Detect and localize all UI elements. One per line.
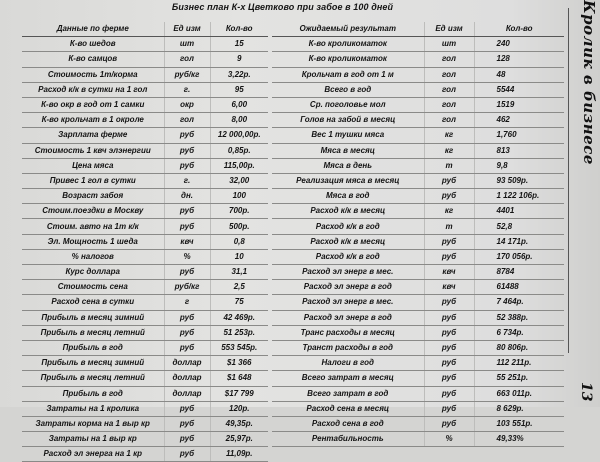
farm-data-cell-label: К-во самцов <box>22 52 164 67</box>
result-cell-unit: руб <box>424 386 474 401</box>
farm-data-cell-label: Привес 1 гол в сутки <box>22 173 164 188</box>
farm-data-row <box>22 113 268 128</box>
result-cell-unit: руб <box>424 310 474 325</box>
farm-data-cell-unit: дн. <box>164 189 210 204</box>
farm-data-cell-unit: руб <box>164 432 210 447</box>
farm-data-cell-unit: руб <box>164 401 210 416</box>
farm-data-row <box>22 401 268 416</box>
farm-data-row <box>22 37 268 52</box>
result-cell-label: Мяса в год <box>272 189 424 204</box>
farm-data-cell-value: 8,00 <box>210 113 268 128</box>
farm-data-cell-unit: руб <box>164 340 210 355</box>
result-cell-unit: руб <box>424 371 474 386</box>
farm-data-cell-label: Затраты на 1 кролика <box>22 401 164 416</box>
farm-data-cell-unit: квч <box>164 234 210 249</box>
farm-data-cell-label: К-во шедов <box>22 37 164 52</box>
farm-data-cell-label: Возраст забоя <box>22 189 164 204</box>
farm-data-cell-label: Стоим.поездки в Москву <box>22 204 164 219</box>
result-cell-label: К-во кроликоматок <box>272 52 424 67</box>
farm-data-cell-value: 9 <box>210 52 268 67</box>
farm-data-row <box>22 340 268 355</box>
result-row <box>272 67 564 82</box>
result-cell-label: К-во кроликоматок <box>272 37 424 52</box>
result-cell-value: 8784 <box>474 265 564 280</box>
farm-data-cell-unit: руб <box>164 325 210 340</box>
result-cell-unit: гол <box>424 97 474 112</box>
result-cell-value: 4401 <box>474 204 564 219</box>
result-row <box>272 52 564 67</box>
farm-data-cell-value: 42 469р. <box>210 310 268 325</box>
farm-data-cell-label: Зарплата ферме <box>22 128 164 143</box>
farm-data-row <box>22 265 268 280</box>
result-cell-unit: % <box>424 432 474 447</box>
result-cell-label: Расход сена в год <box>272 416 424 431</box>
result-row <box>272 310 564 325</box>
farm-data-header-value: Кол-во <box>210 22 268 37</box>
result-cell-label: Расход эл энерг в год <box>272 280 424 295</box>
farm-data-cell-label: Курс доллара <box>22 265 164 280</box>
result-cell-value: 128 <box>474 52 564 67</box>
farm-data-header-unit: Ед изм <box>164 22 210 37</box>
farm-data-cell-label: Затраты корма на 1 выр кр <box>22 416 164 431</box>
result-cell-label: Расход эл энерг в мес. <box>272 295 424 310</box>
farm-data-cell-label: Прибыль в месяц летний <box>22 371 164 386</box>
farm-data-cell-unit: руб <box>164 128 210 143</box>
farm-data-cell-value: 700р. <box>210 204 268 219</box>
result-cell-label: Всего затрат в год <box>272 386 424 401</box>
farm-data-row <box>22 447 268 462</box>
farm-data-table <box>22 22 268 462</box>
farm-data-cell-label: Стоимость 1 квч элэнергии <box>22 143 164 158</box>
result-cell-unit: кг <box>424 204 474 219</box>
result-row <box>272 143 564 158</box>
result-cell-value: 1 122 106р. <box>474 189 564 204</box>
result-header-row <box>272 22 564 37</box>
farm-data-cell-value: 11,09р. <box>210 447 268 462</box>
farm-data-row <box>22 52 268 67</box>
result-cell-value: 7 464р. <box>474 295 564 310</box>
farm-data-row <box>22 234 268 249</box>
farm-data-cell-value: 10 <box>210 249 268 264</box>
farm-data-cell-unit: руб <box>164 219 210 234</box>
farm-data-cell-value: 51 253р. <box>210 325 268 340</box>
farm-data-cell-unit: доллар <box>164 371 210 386</box>
farm-data-cell-unit: доллар <box>164 356 210 371</box>
result-row <box>272 325 564 340</box>
farm-data-cell-label: Расход сена в сутки <box>22 295 164 310</box>
farm-data-cell-label: Прибыль в месяц летний <box>22 325 164 340</box>
result-cell-value: 813 <box>474 143 564 158</box>
result-cell-value: 170 056р. <box>474 249 564 264</box>
result-cell-unit: кг <box>424 143 474 158</box>
farm-data-row <box>22 97 268 112</box>
farm-data-cell-label: Прибыль в год <box>22 340 164 355</box>
result-cell-unit: квч <box>424 280 474 295</box>
result-cell-unit: руб <box>424 401 474 416</box>
result-row <box>272 416 564 431</box>
farm-data-cell-unit: руб <box>164 204 210 219</box>
farm-data-cell-value: 120р. <box>210 401 268 416</box>
farm-data-cell-value: 75 <box>210 295 268 310</box>
result-cell-unit: гол <box>424 82 474 97</box>
result-cell-unit: руб <box>424 356 474 371</box>
farm-data-cell-value: 95 <box>210 82 268 97</box>
farm-data-cell-value: 500р. <box>210 219 268 234</box>
result-row <box>272 280 564 295</box>
farm-data-row <box>22 295 268 310</box>
result-header-value: Кол-во <box>474 22 564 37</box>
result-cell-unit: гол <box>424 67 474 82</box>
farm-data-cell-value: $1 366 <box>210 356 268 371</box>
farm-data-row <box>22 204 268 219</box>
result-cell-value: 80 806р. <box>474 340 564 355</box>
result-cell-label: Расход к/к в год <box>272 249 424 264</box>
farm-data-row <box>22 310 268 325</box>
result-cell-unit: квч <box>424 265 474 280</box>
farm-data-cell-unit: окр <box>164 97 210 112</box>
result-row <box>272 113 564 128</box>
farm-data-cell-unit: руб <box>164 143 210 158</box>
farm-data-cell-value: $17 799 <box>210 386 268 401</box>
result-cell-value: 240 <box>474 37 564 52</box>
result-cell-label: Расход к/к в месяц <box>272 234 424 249</box>
result-row <box>272 356 564 371</box>
farm-data-row <box>22 386 268 401</box>
farm-data-cell-label: К-во окр в год от 1 самки <box>22 97 164 112</box>
result-row <box>272 265 564 280</box>
margin-rule <box>568 8 569 353</box>
result-cell-unit: руб <box>424 173 474 188</box>
farm-data-cell-unit: г. <box>164 173 210 188</box>
farm-data-header-label: Данные по ферме <box>22 22 164 37</box>
farm-data-cell-label: Стоимость сена <box>22 280 164 295</box>
result-cell-unit: т <box>424 219 474 234</box>
result-row <box>272 204 564 219</box>
farm-data-row <box>22 432 268 447</box>
result-row <box>272 173 564 188</box>
farm-data-row <box>22 416 268 431</box>
farm-data-row <box>22 371 268 386</box>
result-cell-label: Мяса в день <box>272 158 424 173</box>
result-cell-unit: кг <box>424 128 474 143</box>
result-cell-unit: руб <box>424 234 474 249</box>
farm-data-cell-unit: гол <box>164 113 210 128</box>
farm-data-cell-label: % налогов <box>22 249 164 264</box>
result-cell-unit: руб <box>424 416 474 431</box>
farm-data-cell-value: 553 545р. <box>210 340 268 355</box>
farm-data-row <box>22 143 268 158</box>
result-cell-label: Крольчат в год от 1 м <box>272 67 424 82</box>
result-cell-label: Всего в год <box>272 82 424 97</box>
result-cell-label: Голов на забой в месяц <box>272 113 424 128</box>
result-cell-value: 5544 <box>474 82 564 97</box>
farm-data-cell-unit: руб/кг <box>164 280 210 295</box>
result-row <box>272 340 564 355</box>
result-cell-value: 61488 <box>474 280 564 295</box>
result-cell-label: Транст расходы в год <box>272 340 424 355</box>
farm-data-cell-value: 6,00 <box>210 97 268 112</box>
farm-data-row <box>22 82 268 97</box>
result-cell-value: 103 551р. <box>474 416 564 431</box>
farm-data-row <box>22 325 268 340</box>
farm-data-cell-label: Затраты на 1 выр кр <box>22 432 164 447</box>
result-header-label: Ожидаемый результат <box>272 22 424 37</box>
farm-data-cell-unit: г. <box>164 82 210 97</box>
result-row <box>272 249 564 264</box>
result-cell-unit: гол <box>424 52 474 67</box>
farm-data-header-row <box>22 22 268 37</box>
farm-data-cell-unit: руб <box>164 158 210 173</box>
result-row <box>272 37 564 52</box>
result-cell-label: Всего затрат в месяц <box>272 371 424 386</box>
farm-data-cell-unit: руб <box>164 265 210 280</box>
farm-data-cell-label: Прибыль в месяц зимний <box>22 356 164 371</box>
result-cell-unit: шт <box>424 37 474 52</box>
result-cell-label: Расход к/к в год <box>272 219 424 234</box>
result-cell-value: 8 629р. <box>474 401 564 416</box>
result-cell-value: 93 509р. <box>474 173 564 188</box>
farm-data-cell-label: Прибыль в месяц зимний <box>22 310 164 325</box>
farm-data-cell-value: 32,00 <box>210 173 268 188</box>
farm-data-row <box>22 280 268 295</box>
farm-data-cell-value: 115,00р. <box>210 158 268 173</box>
farm-data-cell-label: К-во крольчат в 1 окроле <box>22 113 164 128</box>
result-cell-label: Вес 1 тушки мяса <box>272 128 424 143</box>
farm-data-cell-unit: г <box>164 295 210 310</box>
farm-data-row <box>22 249 268 264</box>
result-row <box>272 386 564 401</box>
result-cell-label: Реализация мяса в месяц <box>272 173 424 188</box>
result-row <box>272 219 564 234</box>
farm-data-cell-label: Расход эл энерга на 1 кр <box>22 447 164 462</box>
result-cell-unit: руб <box>424 295 474 310</box>
expected-results-table <box>272 22 564 447</box>
result-cell-label: Налоги в год <box>272 356 424 371</box>
result-cell-label: Расход сена в месяц <box>272 401 424 416</box>
result-cell-value: 52,8 <box>474 219 564 234</box>
farm-data-cell-label: Эл. Мощность 1 шеда <box>22 234 164 249</box>
farm-data-cell-unit: % <box>164 249 210 264</box>
farm-data-cell-value: 100 <box>210 189 268 204</box>
result-cell-label: Ср. поголовье мол <box>272 97 424 112</box>
farm-data-cell-value: 49,35р. <box>210 416 268 431</box>
result-cell-label: Транс расходы в месяц <box>272 325 424 340</box>
farm-data-row <box>22 67 268 82</box>
farm-data-cell-value: 12 000,00р. <box>210 128 268 143</box>
farm-data-cell-unit: руб <box>164 416 210 431</box>
farm-data-cell-label: Цена мяса <box>22 158 164 173</box>
farm-data-cell-unit: руб <box>164 447 210 462</box>
farm-data-cell-label: Прибыль в год <box>22 386 164 401</box>
result-cell-value: 9,8 <box>474 158 564 173</box>
result-row <box>272 234 564 249</box>
result-row <box>272 295 564 310</box>
result-cell-value: 112 211р. <box>474 356 564 371</box>
farm-data-row <box>22 189 268 204</box>
farm-data-cell-unit: руб/кг <box>164 67 210 82</box>
farm-data-row <box>22 173 268 188</box>
farm-data-row <box>22 128 268 143</box>
farm-data-cell-value: 2,5 <box>210 280 268 295</box>
result-cell-value: 462 <box>474 113 564 128</box>
result-cell-label: Рентабильность <box>272 432 424 447</box>
page-heading: Бизнес план К-х Цветково при забое в 100 дней <box>171 2 394 12</box>
result-cell-unit: гол <box>424 113 474 128</box>
farm-data-cell-value: $1 648 <box>210 371 268 386</box>
farm-data-cell-label: Стоим. авто на 1т к/к <box>22 219 164 234</box>
result-cell-label: Расход к/к в месяц <box>272 204 424 219</box>
farm-data-cell-label: Стоимость 1т/корма <box>22 67 164 82</box>
farm-data-cell-unit: доллар <box>164 386 210 401</box>
result-cell-unit: т <box>424 158 474 173</box>
result-cell-unit: руб <box>424 189 474 204</box>
result-cell-unit: руб <box>424 325 474 340</box>
result-row <box>272 189 564 204</box>
result-cell-value: 1519 <box>474 97 564 112</box>
result-row <box>272 158 564 173</box>
farm-data-cell-value: 3,22р. <box>210 67 268 82</box>
result-cell-value: 49,33% <box>474 432 564 447</box>
farm-data-cell-unit: шт <box>164 37 210 52</box>
result-row <box>272 128 564 143</box>
result-row <box>272 432 564 447</box>
result-cell-unit: руб <box>424 249 474 264</box>
farm-data-cell-value: 0,85р. <box>210 143 268 158</box>
result-cell-unit: руб <box>424 340 474 355</box>
farm-data-cell-unit: гол <box>164 52 210 67</box>
farm-data-cell-label: Расход к/к в сутки на 1 гол <box>22 82 164 97</box>
farm-data-cell-value: 15 <box>210 37 268 52</box>
farm-data-row <box>22 158 268 173</box>
result-row <box>272 401 564 416</box>
result-cell-value: 48 <box>474 67 564 82</box>
farm-data-row <box>22 356 268 371</box>
result-header-unit: Ед изм <box>424 22 474 37</box>
result-cell-value: 6 734р. <box>474 325 564 340</box>
result-cell-label: Расход эл энерг в год <box>272 310 424 325</box>
result-cell-label: Мяса в месяц <box>272 143 424 158</box>
farm-data-row <box>22 219 268 234</box>
result-cell-value: 1,760 <box>474 128 564 143</box>
result-cell-value: 55 251р. <box>474 371 564 386</box>
result-cell-label: Расход эл энерг в мес. <box>272 265 424 280</box>
book-section-title: Кролик в бизнесе <box>580 0 598 165</box>
result-cell-value: 663 011р. <box>474 386 564 401</box>
farm-data-cell-value: 31,1 <box>210 265 268 280</box>
result-row <box>272 97 564 112</box>
result-row <box>272 371 564 386</box>
result-cell-value: 52 388р. <box>474 310 564 325</box>
page-number: 13 <box>578 381 594 401</box>
farm-data-cell-value: 0,8 <box>210 234 268 249</box>
result-cell-value: 14 171р. <box>474 234 564 249</box>
farm-data-cell-unit: руб <box>164 310 210 325</box>
result-row <box>272 82 564 97</box>
farm-data-cell-value: 25,97р. <box>210 432 268 447</box>
